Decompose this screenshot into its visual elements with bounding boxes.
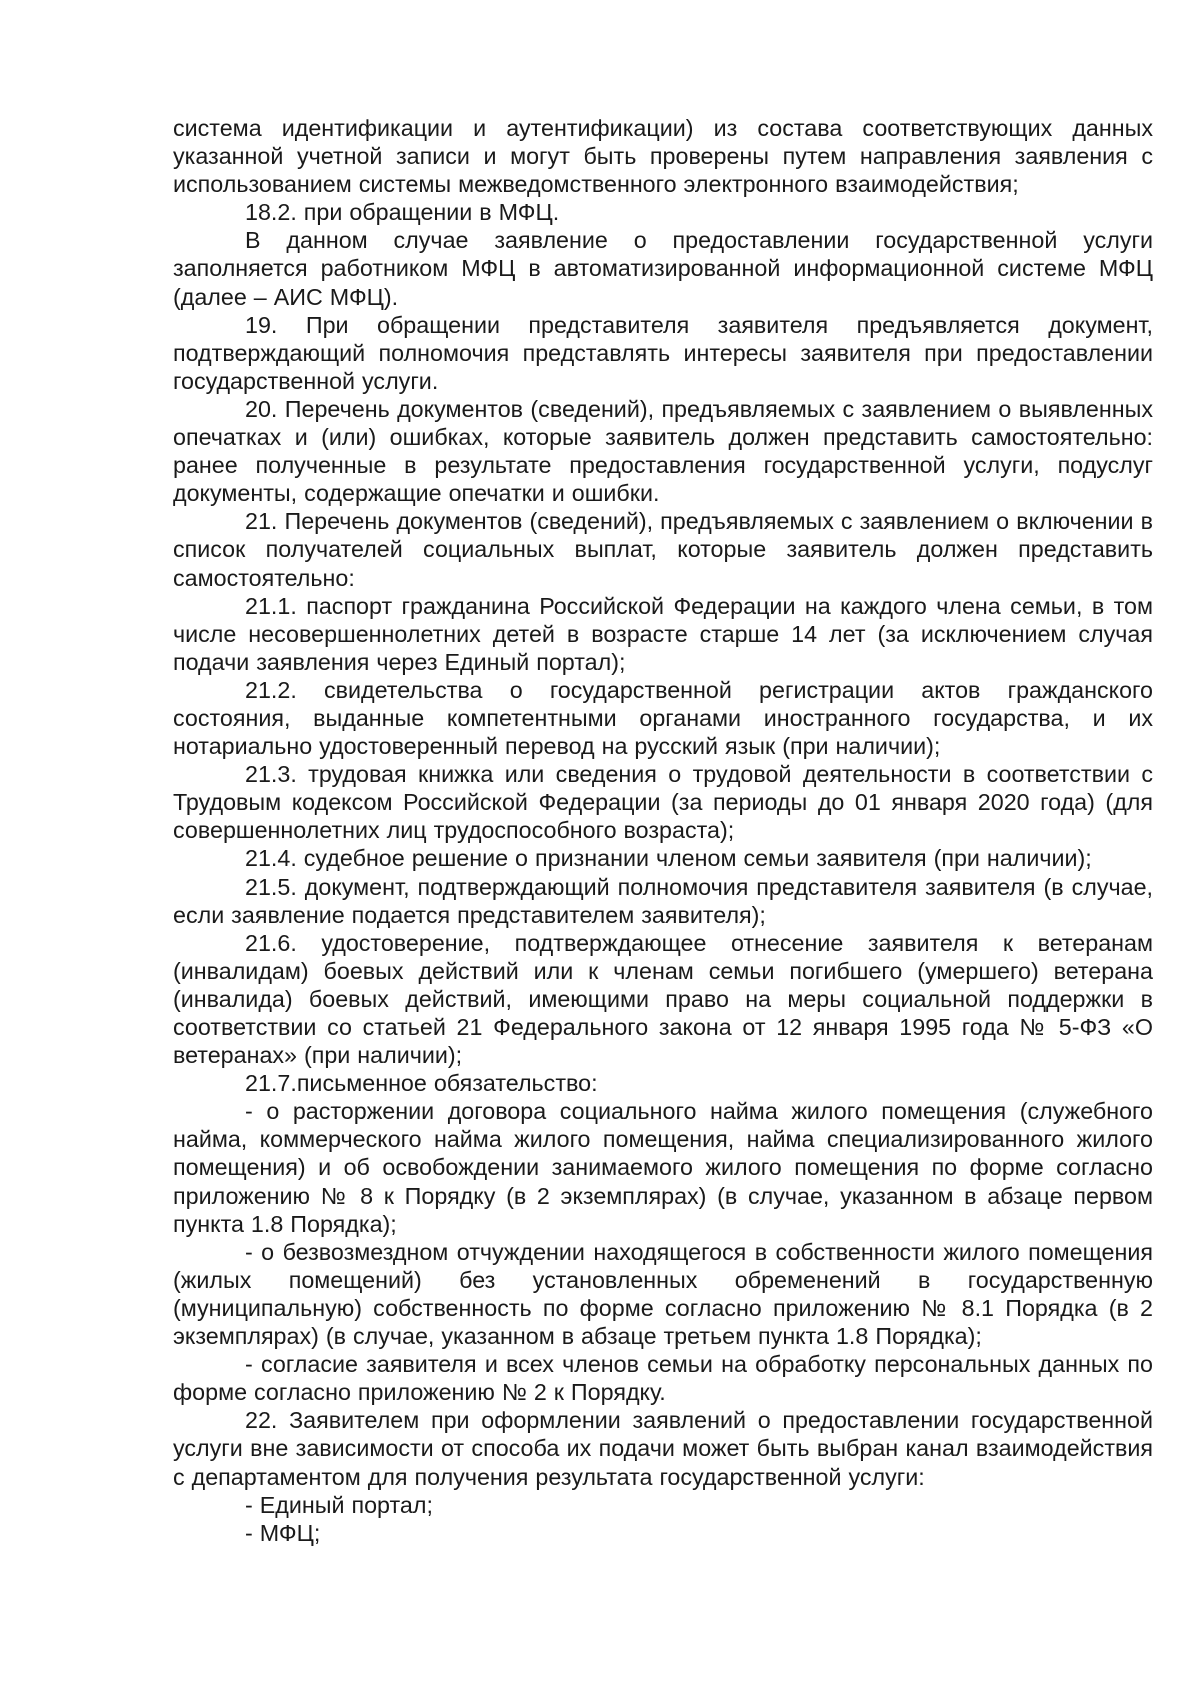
paragraph-mfc-case: В данном случае заявление о предоставлении государственной услуги заполняется работником МФЦ в автоматизированной информационной системе МФЦ (далее – АИС МФЦ).: [173, 227, 1153, 310]
list-item-mfc: - МФЦ;: [245, 1519, 321, 1546]
paragraph-20: 20. Перечень документов (сведений), предъявляемых с заявлением о выявленных опечатках и (или) ошибках, которые заявитель должен представить самостоятельно: ранее полученные в результате предоставления государственной услуги, подуслуг документы, содержащие опечатки и ошибки.: [173, 395, 1153, 507]
list-item-personal-data-consent: - согласие заявителя и всех членов семьи на обработку персональных данных по форме согласно приложению № 2 к Порядку.: [173, 1351, 1153, 1406]
paragraph-22: 22. Заявителем при оформлении заявлений о предоставлении государственной услуги вне зависимости от способа их подачи может быть выбран канал взаимодействия с департаментом для получения результата государственной услуги:: [173, 1407, 1153, 1490]
paragraph-21-6: 21.6. удостоверение, подтверждающее отнесение заявителя к ветеранам (инвалидам) боевых действий или к членам семьи погибшего (умершего) ветерана (инвалида) боевых действий, имеющими право на меры социальной поддержки в соответствии со статьей 21 Федерального закона от 12 января 1995 года № 5-ФЗ «О ветеранах» (при наличии);: [173, 929, 1153, 1069]
paragraph-21-7: 21.7.письменное обязательство:: [245, 1070, 598, 1097]
paragraph-21-2: 21.2. свидетельства о государственной регистрации актов гражданского состояния, выданные компетентными органами иностранного государства, и их нотариально удостоверенный перевод на русский язык (при наличии);: [173, 676, 1153, 760]
list-item-lease-termination: - о расторжении договора социального найма жилого помещения (служебного найма, коммерческого найма жилого помещения, найма специализированного жилого помещения) и об освобождении занимаемого жилого помещения по форме согласно приложению № 8 к Порядку (в 2 экземплярах) (в случае, указанном в абзаце первом пункта 1.8 Порядка);: [173, 1098, 1153, 1237]
paragraph-21-4: 21.4. судебное решение о признании членом семьи заявителя (при наличии);: [245, 845, 1092, 872]
document-body: [173, 114, 1153, 1547]
paragraph-21-1: 21.1. паспорт гражданина Российской Федерации на каждого члена семьи, в том числе несовершеннолетних детей в возрасте старше 14 лет (за исключением случая подачи заявления через Единый портал);: [173, 592, 1153, 675]
paragraph-21-5: 21.5. документ, подтверждающий полномочия представителя заявителя (в случае, если заявление подается представителем заявителя);: [173, 873, 1153, 928]
paragraph-18-2: 18.2. при обращении в МФЦ.: [245, 199, 560, 226]
list-item-property-alienation: - о безвозмездном отчуждении находящегося в собственности жилого помещения (жилых помещений) без установленных обременений в государственную (муниципальную) собственность по форме согласно приложению № 8.1 Порядка (в 2 экземплярах) (в случае, указанном в абзаце третьем пункта 1.8 Порядка);: [173, 1238, 1153, 1350]
paragraph-21: 21. Перечень документов (сведений), предъявляемых с заявлением о включении в список получателей социальных выплат, которые заявитель должен представить самостоятельно:: [173, 508, 1153, 591]
list-item-unified-portal: - Единый портал;: [245, 1491, 433, 1518]
paragraph-19: 19. При обращении представителя заявителя предъявляется документ, подтверждающий полномочия представлять интересы заявителя при предоставлении государственной услуги.: [173, 311, 1153, 394]
paragraph-identification-continuation: система идентификации и аутентификации) из состава соответствующих данных указанной учетной записи и могут быть проверены путем направления заявления с использованием системы межведомственного электронного взаимодействия;: [173, 115, 1153, 198]
paragraph-21-3: 21.3. трудовая книжка или сведения о трудовой деятельности в соответствии с Трудовым кодексом Российской Федерации (за периоды до 01 января 2020 года) (для совершеннолетних лиц трудоспособного возраста);: [173, 761, 1153, 844]
